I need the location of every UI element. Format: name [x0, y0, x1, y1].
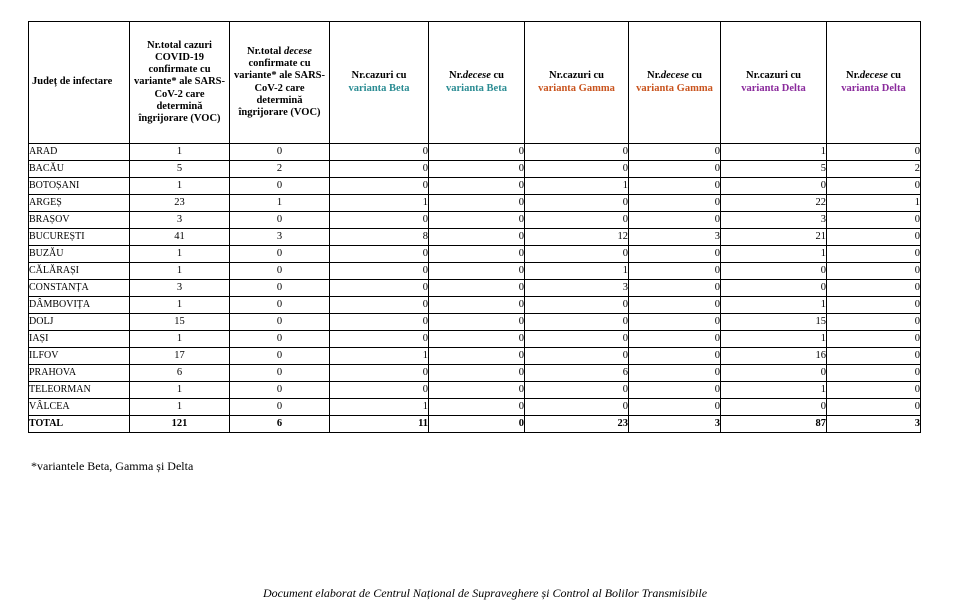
header-beta-decese: Nr.decese cu varianta Beta [429, 22, 525, 144]
gamma-cazuri-cell: 12 [525, 229, 629, 246]
header-beta-cazuri: Nr.cazuri cu varianta Beta [330, 22, 429, 144]
total-cazuri-cell: 1 [130, 246, 230, 263]
county-cell: TOTAL [29, 416, 130, 433]
county-cell: IAȘI [29, 331, 130, 348]
gamma-cazuri-cell: 6 [525, 365, 629, 382]
county-cell: VÂLCEA [29, 399, 130, 416]
beta-cazuri-cell: 0 [330, 382, 429, 399]
delta-cazuri-cell: 0 [721, 365, 827, 382]
total-decese-cell: 0 [230, 178, 330, 195]
beta-decese-cell: 0 [429, 297, 525, 314]
beta-cazuri-cell: 0 [330, 178, 429, 195]
beta-decese-cell: 0 [429, 399, 525, 416]
table-row [29, 212, 921, 229]
total-cazuri-cell: 1 [130, 178, 230, 195]
total-decese-cell: 0 [230, 348, 330, 365]
total-decese-cell: 0 [230, 382, 330, 399]
beta-decese-cell: 0 [429, 178, 525, 195]
beta-decese-cell: 0 [429, 144, 525, 161]
gamma-decese-cell: 0 [629, 144, 721, 161]
total-cazuri-cell: 17 [130, 348, 230, 365]
gamma-decese-cell: 3 [629, 229, 721, 246]
total-cazuri-cell: 121 [130, 416, 230, 433]
gamma-cazuri-cell: 0 [525, 212, 629, 229]
total-decese-cell: 2 [230, 161, 330, 178]
header-total-decese: Nr.total decese confirmate cu variante* ale SARS-CoV-2 care determină îngrijorare (VOC) [230, 22, 330, 144]
county-cell: BUCUREȘTI [29, 229, 130, 246]
county-cell: ARAD [29, 144, 130, 161]
delta-decese-cell: 0 [827, 263, 921, 280]
gamma-cazuri-cell: 0 [525, 382, 629, 399]
table-body [29, 144, 921, 433]
gamma-cazuri-cell: 0 [525, 195, 629, 212]
beta-cazuri-cell: 0 [330, 161, 429, 178]
table-row [29, 297, 921, 314]
gamma-decese-cell: 0 [629, 297, 721, 314]
total-cazuri-cell: 1 [130, 331, 230, 348]
gamma-cazuri-cell: 0 [525, 348, 629, 365]
beta-decese-cell: 0 [429, 348, 525, 365]
total-decese-cell: 0 [230, 246, 330, 263]
delta-decese-cell: 0 [827, 212, 921, 229]
gamma-decese-cell: 0 [629, 314, 721, 331]
delta-cazuri-cell: 1 [721, 246, 827, 263]
table-row [29, 314, 921, 331]
delta-decese-cell: 0 [827, 297, 921, 314]
document-footer: Document elaborat de Centrul Național de Supraveghere și Control al Bolilor Transmisibile [262, 586, 708, 600]
delta-cazuri-cell: 5 [721, 161, 827, 178]
county-cell: DÂMBOVIȚA [29, 297, 130, 314]
delta-decese-cell: 0 [827, 399, 921, 416]
table-row [29, 280, 921, 297]
beta-cazuri-cell: 0 [330, 144, 429, 161]
table-row [29, 399, 921, 416]
delta-cazuri-cell: 0 [721, 399, 827, 416]
beta-decese-cell: 0 [429, 280, 525, 297]
voc-variants-table [28, 21, 921, 433]
total-cazuri-cell: 3 [130, 212, 230, 229]
total-cazuri-cell: 5 [130, 161, 230, 178]
total-decese-cell: 0 [230, 144, 330, 161]
beta-decese-cell: 0 [429, 195, 525, 212]
delta-cazuri-cell: 16 [721, 348, 827, 365]
beta-cazuri-cell: 0 [330, 314, 429, 331]
delta-decese-cell: 0 [827, 365, 921, 382]
delta-decese-cell: 0 [827, 331, 921, 348]
beta-cazuri-cell: 0 [330, 280, 429, 297]
table-row [29, 144, 921, 161]
county-cell: CONSTANȚA [29, 280, 130, 297]
total-cazuri-cell: 1 [130, 297, 230, 314]
delta-decese-cell: 0 [827, 280, 921, 297]
table-row [29, 331, 921, 348]
total-decese-cell: 0 [230, 331, 330, 348]
delta-decese-cell: 0 [827, 229, 921, 246]
gamma-decese-cell: 0 [629, 382, 721, 399]
beta-decese-cell: 0 [429, 382, 525, 399]
gamma-decese-cell: 0 [629, 365, 721, 382]
gamma-cazuri-cell: 0 [525, 161, 629, 178]
delta-cazuri-cell: 1 [721, 331, 827, 348]
delta-cazuri-cell: 1 [721, 297, 827, 314]
table-header-row [29, 22, 921, 144]
header-total-cazuri: Nr.total cazuri COVID-19 confirmate cu variante* ale SARS-CoV-2 care determină îngrijorare (VOC) [130, 22, 230, 144]
gamma-decese-cell: 0 [629, 331, 721, 348]
beta-decese-cell: 0 [429, 314, 525, 331]
total-decese-cell: 1 [230, 195, 330, 212]
gamma-cazuri-cell: 3 [525, 280, 629, 297]
total-cazuri-cell: 23 [130, 195, 230, 212]
delta-decese-cell: 0 [827, 144, 921, 161]
beta-cazuri-cell: 1 [330, 195, 429, 212]
beta-decese-cell: 0 [429, 416, 525, 433]
total-decese-cell: 0 [230, 399, 330, 416]
gamma-cazuri-cell: 1 [525, 263, 629, 280]
beta-cazuri-cell: 1 [330, 348, 429, 365]
table-row [29, 263, 921, 280]
county-cell: BUZĂU [29, 246, 130, 263]
gamma-cazuri-cell: 0 [525, 297, 629, 314]
gamma-cazuri-cell: 0 [525, 331, 629, 348]
total-decese-cell: 3 [230, 229, 330, 246]
header-delta-cazuri: Nr.cazuri cu varianta Delta [721, 22, 827, 144]
gamma-cazuri-cell: 1 [525, 178, 629, 195]
table-row [29, 365, 921, 382]
total-decese-cell: 0 [230, 212, 330, 229]
table-row [29, 246, 921, 263]
beta-cazuri-cell: 0 [330, 331, 429, 348]
total-decese-cell: 0 [230, 280, 330, 297]
delta-decese-cell: 2 [827, 161, 921, 178]
delta-cazuri-cell: 15 [721, 314, 827, 331]
total-cazuri-cell: 1 [130, 399, 230, 416]
table-row [29, 229, 921, 246]
total-decese-cell: 0 [230, 263, 330, 280]
beta-decese-cell: 0 [429, 212, 525, 229]
beta-cazuri-cell: 0 [330, 263, 429, 280]
delta-decese-cell: 0 [827, 246, 921, 263]
table-row [29, 195, 921, 212]
gamma-cazuri-cell: 0 [525, 314, 629, 331]
beta-cazuri-cell: 8 [330, 229, 429, 246]
beta-cazuri-cell: 0 [330, 246, 429, 263]
delta-cazuri-cell: 0 [721, 178, 827, 195]
gamma-decese-cell: 0 [629, 212, 721, 229]
gamma-cazuri-cell: 0 [525, 144, 629, 161]
gamma-cazuri-cell: 23 [525, 416, 629, 433]
total-cazuri-cell: 1 [130, 144, 230, 161]
county-cell: DOLJ [29, 314, 130, 331]
delta-cazuri-cell: 1 [721, 144, 827, 161]
delta-cazuri-cell: 0 [721, 263, 827, 280]
total-decese-cell: 6 [230, 416, 330, 433]
county-cell: PRAHOVA [29, 365, 130, 382]
delta-decese-cell: 0 [827, 178, 921, 195]
gamma-decese-cell: 0 [629, 399, 721, 416]
beta-cazuri-cell: 0 [330, 297, 429, 314]
beta-decese-cell: 0 [429, 331, 525, 348]
gamma-decese-cell: 0 [629, 195, 721, 212]
total-decese-cell: 0 [230, 365, 330, 382]
county-cell: TELEORMAN [29, 382, 130, 399]
county-cell: ARGEȘ [29, 195, 130, 212]
beta-decese-cell: 0 [429, 263, 525, 280]
total-cazuri-cell: 3 [130, 280, 230, 297]
delta-cazuri-cell: 0 [721, 280, 827, 297]
gamma-decese-cell: 3 [629, 416, 721, 433]
beta-decese-cell: 0 [429, 161, 525, 178]
total-decese-cell: 0 [230, 297, 330, 314]
gamma-decese-cell: 0 [629, 246, 721, 263]
delta-decese-cell: 0 [827, 348, 921, 365]
table-row [29, 178, 921, 195]
beta-decese-cell: 0 [429, 365, 525, 382]
county-cell: CĂLĂRAȘI [29, 263, 130, 280]
county-cell: ILFOV [29, 348, 130, 365]
header-gamma-decese: Nr.decese cu varianta Gamma [629, 22, 721, 144]
beta-cazuri-cell: 11 [330, 416, 429, 433]
gamma-decese-cell: 0 [629, 280, 721, 297]
delta-decese-cell: 3 [827, 416, 921, 433]
gamma-decese-cell: 0 [629, 178, 721, 195]
delta-decese-cell: 0 [827, 314, 921, 331]
header-delta-decese: Nr.decese cu varianta Delta [827, 22, 921, 144]
total-decese-cell: 0 [230, 314, 330, 331]
beta-decese-cell: 0 [429, 229, 525, 246]
delta-decese-cell: 0 [827, 382, 921, 399]
delta-cazuri-cell: 3 [721, 212, 827, 229]
total-cazuri-cell: 15 [130, 314, 230, 331]
delta-cazuri-cell: 22 [721, 195, 827, 212]
beta-cazuri-cell: 1 [330, 399, 429, 416]
total-cazuri-cell: 1 [130, 382, 230, 399]
table-row [29, 348, 921, 365]
total-row [29, 416, 921, 433]
gamma-decese-cell: 0 [629, 348, 721, 365]
gamma-cazuri-cell: 0 [525, 399, 629, 416]
total-cazuri-cell: 1 [130, 263, 230, 280]
county-cell: BOTOȘANI [29, 178, 130, 195]
beta-decese-cell: 0 [429, 246, 525, 263]
table-row [29, 382, 921, 399]
beta-cazuri-cell: 0 [330, 365, 429, 382]
delta-cazuri-cell: 1 [721, 382, 827, 399]
header-judet: Județ de infectare [29, 22, 130, 144]
gamma-cazuri-cell: 0 [525, 246, 629, 263]
footnote: *variantele Beta, Gamma și Delta [31, 459, 194, 473]
beta-cazuri-cell: 0 [330, 212, 429, 229]
county-cell: BRAȘOV [29, 212, 130, 229]
county-cell: BACĂU [29, 161, 130, 178]
delta-cazuri-cell: 87 [721, 416, 827, 433]
total-cazuri-cell: 6 [130, 365, 230, 382]
total-cazuri-cell: 41 [130, 229, 230, 246]
delta-decese-cell: 1 [827, 195, 921, 212]
gamma-decese-cell: 0 [629, 263, 721, 280]
delta-cazuri-cell: 21 [721, 229, 827, 246]
header-gamma-cazuri: Nr.cazuri cu varianta Gamma [525, 22, 629, 144]
gamma-decese-cell: 0 [629, 161, 721, 178]
table-row [29, 161, 921, 178]
